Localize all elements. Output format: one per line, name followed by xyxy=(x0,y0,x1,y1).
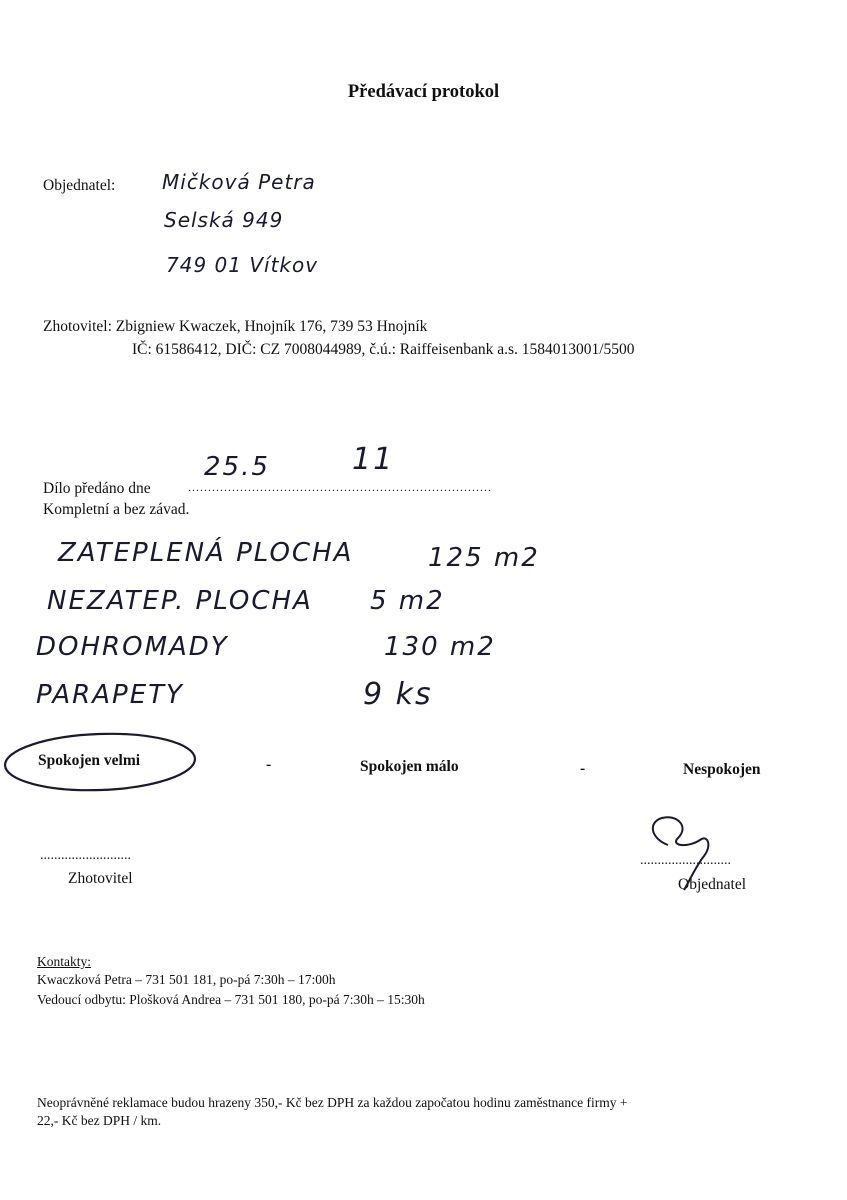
objednatel-label: Objednatel: xyxy=(43,177,116,194)
footer-note-line: Neoprávněné reklamace budou hrazeny 350,- Kč bez DPH za každou započatou hodinu zaměstnance firmy + xyxy=(37,1095,628,1110)
satisfaction-option-unsatisfied: Nespokojen xyxy=(683,761,761,778)
signature-line-contractor: .......................... xyxy=(40,848,131,863)
signature-line-customer: .......................... xyxy=(640,853,731,868)
work-item-value: 9 ks xyxy=(363,677,433,712)
signature-label-customer: Objednatel xyxy=(678,876,747,893)
contacts-heading: Kontakty: xyxy=(37,954,91,969)
handover-note: Kompletní a bez závad. xyxy=(43,501,190,518)
zhotovitel-line1: Zhotovitel: Zbigniew Kwaczek, Hnojník 176, 739 53 Hnojník xyxy=(43,318,428,335)
signature-label-contractor: Zhotovitel xyxy=(68,870,133,887)
work-item-label: DOHROMADY xyxy=(36,632,229,662)
satisfaction-option-very-satisfied: Spokojen velmi xyxy=(38,752,141,769)
objednatel-name: Mičková Petra xyxy=(162,170,316,194)
document-title: Předávací protokol xyxy=(347,82,500,102)
footer-note-line: 22,- Kč bez DPH / km. xyxy=(37,1113,162,1128)
zhotovitel-line2: IČ: 61586412, DIČ: CZ 7008044989, č.ú.: Raiffeisenbank a.s. 1584013001/5500 xyxy=(132,341,635,358)
work-item-label: PARAPETY xyxy=(36,680,184,710)
work-item-label: ZATEPLENÁ PLOCHA xyxy=(58,538,354,568)
contacts-line: Vedoucí odbytu: Plošková Andrea – 731 501 180, po-pá 7:30h – 15:30h xyxy=(37,992,425,1007)
contacts-line: Kwaczková Petra – 731 501 181, po-pá 7:30h – 17:00h xyxy=(37,972,336,987)
handover-date-dots: ............................................................................ xyxy=(188,480,492,494)
handover-label: Dílo předáno dne xyxy=(43,480,151,497)
handover-date-year: 11 xyxy=(352,442,395,477)
handover-date-day: 25.5 xyxy=(204,452,270,482)
work-item-value: 5 m2 xyxy=(370,586,445,616)
objednatel-city: 749 01 Vítkov xyxy=(166,253,319,277)
satisfaction-separator: - xyxy=(580,760,586,777)
objednatel-street: Selská 949 xyxy=(164,208,284,232)
work-item-value: 125 m2 xyxy=(428,543,540,573)
satisfaction-option-little-satisfied: Spokojen málo xyxy=(360,758,459,775)
satisfaction-separator: - xyxy=(266,756,272,773)
work-item-label: NEZATEP. PLOCHA xyxy=(47,586,313,616)
work-item-value: 130 m2 xyxy=(384,632,496,662)
